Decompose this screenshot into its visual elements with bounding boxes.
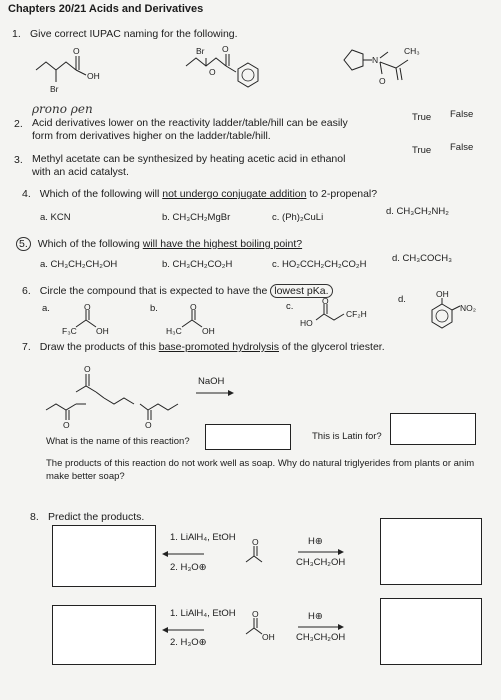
q5-text: Which of the following xyxy=(37,238,143,250)
q4-rest: to 2-propenal? xyxy=(306,188,378,200)
q1-s1-br: Br xyxy=(50,84,59,94)
q5-option-a[interactable]: a. CH₃CH₂CH₂OH xyxy=(40,259,118,270)
q6-a-label: a. xyxy=(42,303,50,314)
q1-s3-n: N xyxy=(372,55,379,65)
q1-s2-o: O xyxy=(222,44,229,54)
q1-text: Give correct IUPAC naming for the following. xyxy=(30,28,238,40)
q7-latin-question: This is Latin for? xyxy=(312,431,382,442)
q6-a-oh: OH xyxy=(96,326,109,336)
q1-s3-ch3: CH₃ xyxy=(404,46,420,56)
q8-r1-step-1: 1. LiAlH₄, EtOH xyxy=(170,532,236,543)
q7-top-o: O xyxy=(84,364,91,374)
q3-false-option[interactable]: False xyxy=(450,142,474,153)
q4-underlined: not undergo conjugate addition xyxy=(162,188,307,200)
q6-a-f3c: F₃C xyxy=(62,326,77,336)
q1-s1-o: O xyxy=(73,46,80,56)
q8-r1-step-2: 2. H₃O⊕ xyxy=(170,562,207,573)
q4-number: 4. xyxy=(22,188,31,200)
q6-c-ho: HO xyxy=(300,318,313,328)
q6-circled: lowest pKa. xyxy=(270,284,332,298)
q5-option-d[interactable]: d. CH₃COCH₃ xyxy=(392,253,452,264)
q8-text: Predict the products. xyxy=(48,511,145,523)
q8-r2-step-1: 1. LiAlH₄, EtOH xyxy=(170,608,236,619)
q4-text: Which of the following will xyxy=(39,188,163,200)
q6-text: Circle the compound that is expected to have the xyxy=(39,285,271,297)
q6-d-no2: NO₂ xyxy=(460,303,477,313)
q3-true-option[interactable]: True xyxy=(412,145,432,156)
q1-s2-br: Br xyxy=(196,46,205,56)
q7-number: 7. xyxy=(22,341,31,353)
q6-a-o: O xyxy=(84,302,91,312)
q2-line-2: form from derivatives higher on the ladder/table/hill. xyxy=(32,130,271,142)
q4-option-d[interactable]: d. CH₃CH₂NH₂ xyxy=(386,206,449,217)
page-title: Chapters 20/21 Acids and Derivatives xyxy=(8,3,204,15)
handwritten-note: ρrono ρen xyxy=(32,102,93,116)
q8-r2-o: O xyxy=(252,609,259,619)
q3-line-1: Methyl acetate can be synthesized by heating acetic acid in ethanol xyxy=(32,153,346,165)
q5-option-b[interactable]: b. CH₃CH₂CO₂H xyxy=(162,259,233,270)
q6-d-label: d. xyxy=(398,294,406,305)
q7-left-o: O xyxy=(63,420,70,430)
q6-c-o: O xyxy=(322,296,329,306)
q4-option-b[interactable]: b. CH₃CH₂MgBr xyxy=(162,212,231,223)
q6-number: 6. xyxy=(22,285,31,297)
q6-b-oh: OH xyxy=(202,326,215,336)
q6-b-h3c: H₃C xyxy=(166,326,182,336)
q3-number: 3. xyxy=(14,154,23,166)
q4-option-c[interactable]: c. (Ph)₂CuLi xyxy=(272,212,324,223)
q7-reagent-naoh: NaOH xyxy=(198,376,225,387)
q1-s2-o2: O xyxy=(209,67,216,77)
q7-rest: of the glycerol triester. xyxy=(278,341,385,353)
q8-r2-step-2: 2. H₃O⊕ xyxy=(170,637,207,648)
q3-line-2: with an acid catalyst. xyxy=(32,166,129,178)
q5-underlined: will have the highest boiling point? xyxy=(142,238,303,250)
q2-true-option[interactable]: True xyxy=(412,112,432,123)
q6-b-o: O xyxy=(190,302,197,312)
q8-r1-o: O xyxy=(252,537,259,547)
q7-right-o: O xyxy=(145,420,152,430)
q7-underlined: base-promoted hydrolysis xyxy=(158,341,279,353)
q8-r1-h-plus: H⊕ xyxy=(308,536,323,547)
q7-soap-question-line-1: The products of this reaction do not work well as soap. Why do natural triglyerides from plants or anim xyxy=(46,458,475,469)
q8-r1-solvent: CH₃CH₂OH xyxy=(296,557,346,568)
q8-number: 8. xyxy=(30,511,39,523)
q6-b-label: b. xyxy=(150,303,158,314)
q6-c-label: c. xyxy=(286,301,294,312)
q7-soap-question-line-2: make better soap? xyxy=(46,471,125,482)
q8-r2-solvent: CH₃CH₂OH xyxy=(296,632,346,643)
q1-s3-o: O xyxy=(379,76,386,86)
q1-s1-oh: OH xyxy=(87,71,100,81)
q1-number: 1. xyxy=(12,28,21,40)
q5-option-c[interactable]: c. HO₂CCH₂CH₂CO₂H xyxy=(272,259,367,270)
q8-r2-oh: OH xyxy=(262,632,275,642)
q7-text: Draw the products of this xyxy=(39,341,159,353)
q6-d-oh: OH xyxy=(436,289,449,299)
q8-r2-h-plus: H⊕ xyxy=(308,611,323,622)
q4-option-a[interactable]: a. KCN xyxy=(40,212,71,223)
q2-false-option[interactable]: False xyxy=(450,109,474,120)
q2-number: 2. xyxy=(14,118,23,130)
q5-number-circled: 5. xyxy=(16,237,31,251)
q2-line-1: Acid derivatives lower on the reactivity ladder/table/hill can be easily xyxy=(32,117,348,129)
q7-name-question: What is the name of this reaction? xyxy=(46,436,190,447)
q6-c-cf2h: CF₂H xyxy=(346,309,367,319)
